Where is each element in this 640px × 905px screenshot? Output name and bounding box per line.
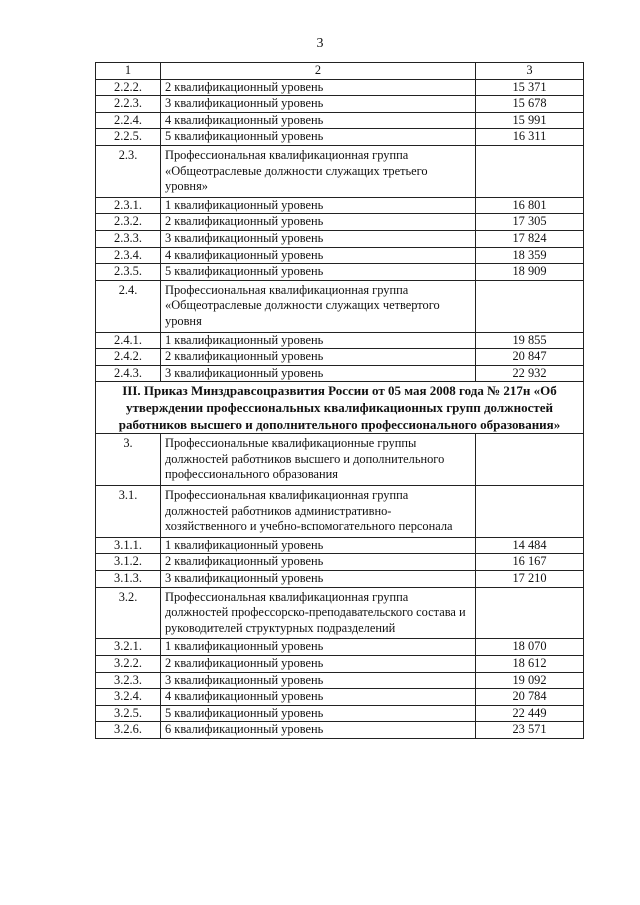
row-value: 17 305 <box>476 214 584 231</box>
table-row <box>96 571 584 588</box>
table-header-row <box>96 63 584 80</box>
row-name: 6 квалификационный уровень <box>161 722 476 739</box>
table-row <box>96 96 584 113</box>
row-name: 1 квалификационный уровень <box>161 332 476 349</box>
row-number: 2.2.4. <box>96 112 161 129</box>
group-row <box>96 486 584 538</box>
salary-table <box>95 62 584 739</box>
row-number: 2.4.3. <box>96 365 161 382</box>
table-row <box>96 112 584 129</box>
row-value: 15 678 <box>476 96 584 113</box>
row-value: 18 070 <box>476 639 584 656</box>
row-value: 19 092 <box>476 672 584 689</box>
row-value: 20 847 <box>476 349 584 366</box>
table-row <box>96 705 584 722</box>
section-row <box>96 382 584 434</box>
row-number: 2.3.1. <box>96 197 161 214</box>
row-number: 3.2.4. <box>96 689 161 706</box>
header-col-1: 1 <box>96 63 161 80</box>
row-name: 1 квалификационный уровень <box>161 639 476 656</box>
section-title: III. Приказ Минздравсоцразвития России от 05 мая 2008 года № 217н «Об утверждении профессиональных квалификационных групп должностей работников высшего и дополнительного профессионального образования» <box>96 382 584 434</box>
row-value: 15 371 <box>476 79 584 96</box>
group-name: Профессиональная квалификационная группа «Общеотраслевые должности служащих третьего уровня» <box>161 145 476 197</box>
group-number: 3.2. <box>96 587 161 639</box>
table-row <box>96 197 584 214</box>
group-number: 3.1. <box>96 486 161 538</box>
row-name: 3 квалификационный уровень <box>161 571 476 588</box>
table-row <box>96 537 584 554</box>
row-name: 3 квалификационный уровень <box>161 672 476 689</box>
row-number: 3.2.2. <box>96 656 161 673</box>
group-value-empty <box>476 486 584 538</box>
row-value: 23 571 <box>476 722 584 739</box>
row-number: 3.2.5. <box>96 705 161 722</box>
row-name: 3 квалификационный уровень <box>161 365 476 382</box>
row-number: 3.2.1. <box>96 639 161 656</box>
table-row <box>96 79 584 96</box>
group-value-empty <box>476 587 584 639</box>
row-value: 14 484 <box>476 537 584 554</box>
group-number: 2.3. <box>96 145 161 197</box>
row-value: 22 449 <box>476 705 584 722</box>
row-value: 15 991 <box>476 112 584 129</box>
row-name: 2 квалификационный уровень <box>161 554 476 571</box>
row-value: 16 311 <box>476 129 584 146</box>
table-row <box>96 639 584 656</box>
row-value: 18 359 <box>476 247 584 264</box>
row-value: 20 784 <box>476 689 584 706</box>
table-row <box>96 722 584 739</box>
row-number: 2.2.3. <box>96 96 161 113</box>
row-number: 3.1.2. <box>96 554 161 571</box>
row-number: 3.2.3. <box>96 672 161 689</box>
row-number: 2.4.2. <box>96 349 161 366</box>
table-row <box>96 230 584 247</box>
row-value: 16 801 <box>476 197 584 214</box>
group-value-empty <box>476 434 584 486</box>
page-number: 3 <box>316 36 324 51</box>
row-number: 2.3.4. <box>96 247 161 264</box>
group-name: Профессиональные квалификационные группы должностей работников высшего и дополнительного профессионального образования <box>161 434 476 486</box>
row-value: 18 612 <box>476 656 584 673</box>
header-col-2: 2 <box>161 63 476 80</box>
row-value: 16 167 <box>476 554 584 571</box>
row-value: 22 932 <box>476 365 584 382</box>
row-number: 2.4.1. <box>96 332 161 349</box>
table-row <box>96 214 584 231</box>
row-name: 3 квалификационный уровень <box>161 96 476 113</box>
table-row <box>96 656 584 673</box>
row-number: 2.3.2. <box>96 214 161 231</box>
group-number: 3. <box>96 434 161 486</box>
table-row <box>96 689 584 706</box>
group-name: Профессиональная квалификационная группа «Общеотраслевые должности служащих четвертого уровня <box>161 280 476 332</box>
row-name: 2 квалификационный уровень <box>161 79 476 96</box>
table-row <box>96 129 584 146</box>
row-number: 2.2.2. <box>96 79 161 96</box>
group-row <box>96 280 584 332</box>
group-value-empty <box>476 145 584 197</box>
row-name: 1 квалификационный уровень <box>161 197 476 214</box>
group-value-empty <box>476 280 584 332</box>
row-name: 4 квалификационный уровень <box>161 689 476 706</box>
row-number: 2.2.5. <box>96 129 161 146</box>
table-row <box>96 365 584 382</box>
row-name: 4 квалификационный уровень <box>161 247 476 264</box>
row-number: 3.1.3. <box>96 571 161 588</box>
table-row <box>96 554 584 571</box>
row-name: 4 квалификационный уровень <box>161 112 476 129</box>
row-number: 2.3.3. <box>96 230 161 247</box>
row-name: 5 квалификационный уровень <box>161 129 476 146</box>
group-row <box>96 587 584 639</box>
row-name: 1 квалификационный уровень <box>161 537 476 554</box>
group-number: 2.4. <box>96 280 161 332</box>
row-name: 2 квалификационный уровень <box>161 656 476 673</box>
row-name: 5 квалификационный уровень <box>161 264 476 281</box>
group-row <box>96 434 584 486</box>
group-row <box>96 145 584 197</box>
table-row <box>96 349 584 366</box>
group-name: Профессиональная квалификационная группа должностей работников административно-хозяйственного и учебно-вспомогательного персонала <box>161 486 476 538</box>
row-name: 2 квалификационный уровень <box>161 349 476 366</box>
group-name: Профессиональная квалификационная группа должностей профессорско-преподавательского состава и руководителей структурных подразделений <box>161 587 476 639</box>
row-value: 17 824 <box>476 230 584 247</box>
row-value: 17 210 <box>476 571 584 588</box>
row-number: 3.2.6. <box>96 722 161 739</box>
table-row <box>96 247 584 264</box>
row-number: 2.3.5. <box>96 264 161 281</box>
row-name: 2 квалификационный уровень <box>161 214 476 231</box>
row-name: 3 квалификационный уровень <box>161 230 476 247</box>
table-row <box>96 672 584 689</box>
header-col-3: 3 <box>476 63 584 80</box>
table-row <box>96 264 584 281</box>
row-value: 19 855 <box>476 332 584 349</box>
row-name: 5 квалификационный уровень <box>161 705 476 722</box>
row-number: 3.1.1. <box>96 537 161 554</box>
table-row <box>96 332 584 349</box>
row-value: 18 909 <box>476 264 584 281</box>
